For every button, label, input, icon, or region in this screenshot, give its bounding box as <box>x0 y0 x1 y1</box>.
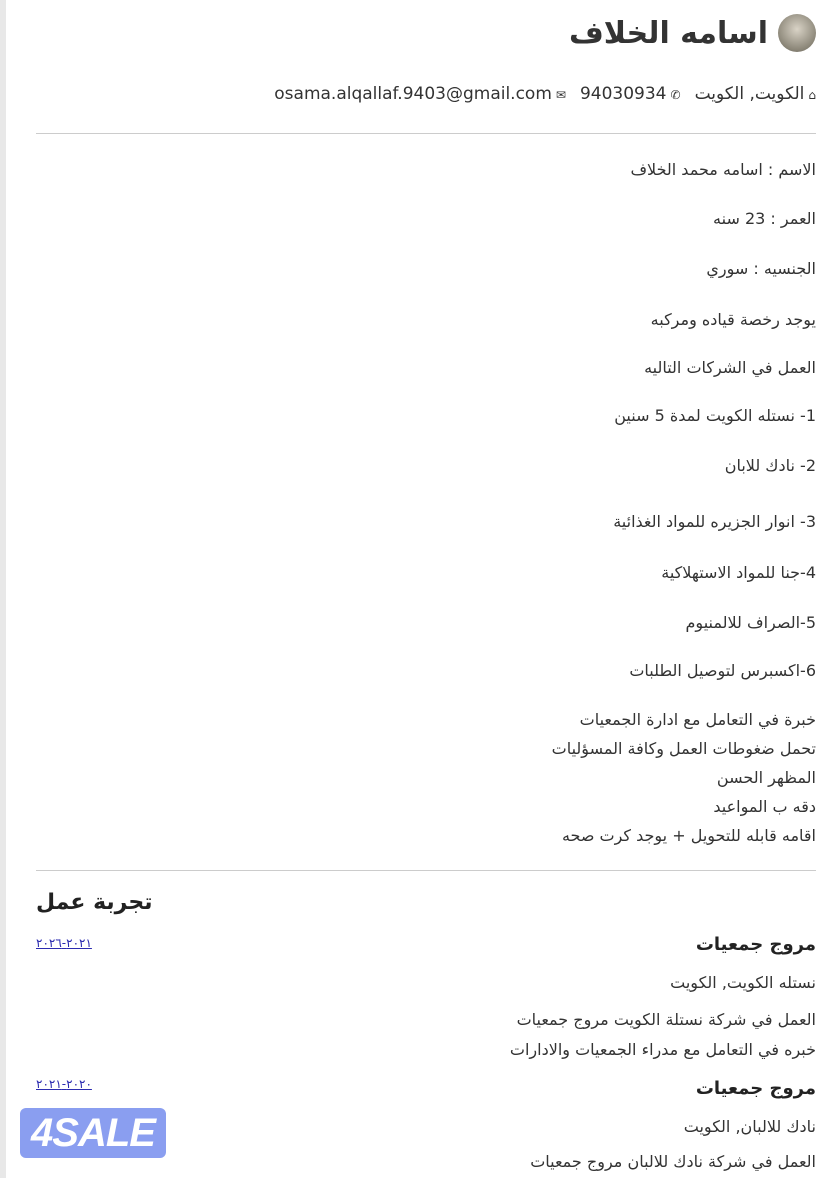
job-company: نستله الكويت, الكويت <box>670 973 816 992</box>
job-dates[interactable]: ٢٠٢٠-٢٠٢١ <box>36 1077 92 1091</box>
skill-line: دقه ب المواعيد <box>713 797 816 816</box>
divider <box>36 870 816 871</box>
summary-line: 6-اكسبرس لتوصيل الطلبات <box>629 661 816 680</box>
summary-line: الجنسيه : سوري <box>706 259 816 278</box>
job-description: العمل في شركة نستلة الكويت مروج جمعيات <box>516 1010 816 1029</box>
section-title-experience: تجربة عمل <box>36 890 153 915</box>
job-description: العمل في شركة نادك للالبان مروج جمعيات <box>530 1152 816 1171</box>
contact-info <box>274 84 816 104</box>
phone-icon: ✆ <box>670 88 681 102</box>
avatar <box>778 14 816 52</box>
location: ⌂الكويت, الكويت <box>694 84 816 104</box>
mail-icon: ✉ <box>555 88 566 102</box>
candidate-name: اسامه الخلاف <box>568 15 768 51</box>
summary-line: 4-جنا للمواد الاستهلاكية <box>661 563 816 582</box>
skill-line: تحمل ضغوطات العمل وكافة المسؤليات <box>551 739 816 758</box>
summary-line: 2- نادك للابان <box>724 456 816 475</box>
home-icon: ⌂ <box>808 88 816 102</box>
summary-line: 1- نستله الكويت لمدة 5 سنين <box>614 406 816 425</box>
summary-line: العمل في الشركات التاليه <box>644 358 816 377</box>
skill-line: خبرة في التعامل مع ادارة الجمعيات <box>579 710 816 729</box>
job-title: مروج جمعيات <box>695 1078 816 1099</box>
skill-line: اقامه قابله للتحويل + يوجد كرت صحه <box>561 826 816 845</box>
summary-line: الاسم : اسامه محمد الخلاف <box>630 160 816 179</box>
job-description: خبره في التعامل مع مدراء الجمعيات والادارات <box>509 1040 816 1059</box>
skill-line: المظهر الحسن <box>716 768 816 787</box>
summary-line: العمر : 23 سنه <box>713 209 816 228</box>
divider <box>36 133 816 134</box>
job-dates[interactable]: ٢٠٢١-٢٠٢٦ <box>36 936 92 950</box>
summary-line: 3- انوار الجزيره للمواد الغذائية <box>613 512 816 531</box>
phone[interactable]: ✆94030934 <box>579 84 681 104</box>
page-edge <box>0 0 6 1178</box>
header <box>569 14 816 52</box>
summary-line: يوجد رخصة قياده ومركبه <box>650 310 816 329</box>
4sale-watermark-logo: 4SALE <box>20 1108 166 1158</box>
job-company: نادك للالبان, الكويت <box>683 1117 816 1136</box>
email[interactable]: ✉osama.alqallaf.9403@gmail.com <box>274 84 566 104</box>
job-title: مروج جمعيات <box>695 934 816 955</box>
summary-line: 5-الصراف للالمنيوم <box>685 613 816 632</box>
